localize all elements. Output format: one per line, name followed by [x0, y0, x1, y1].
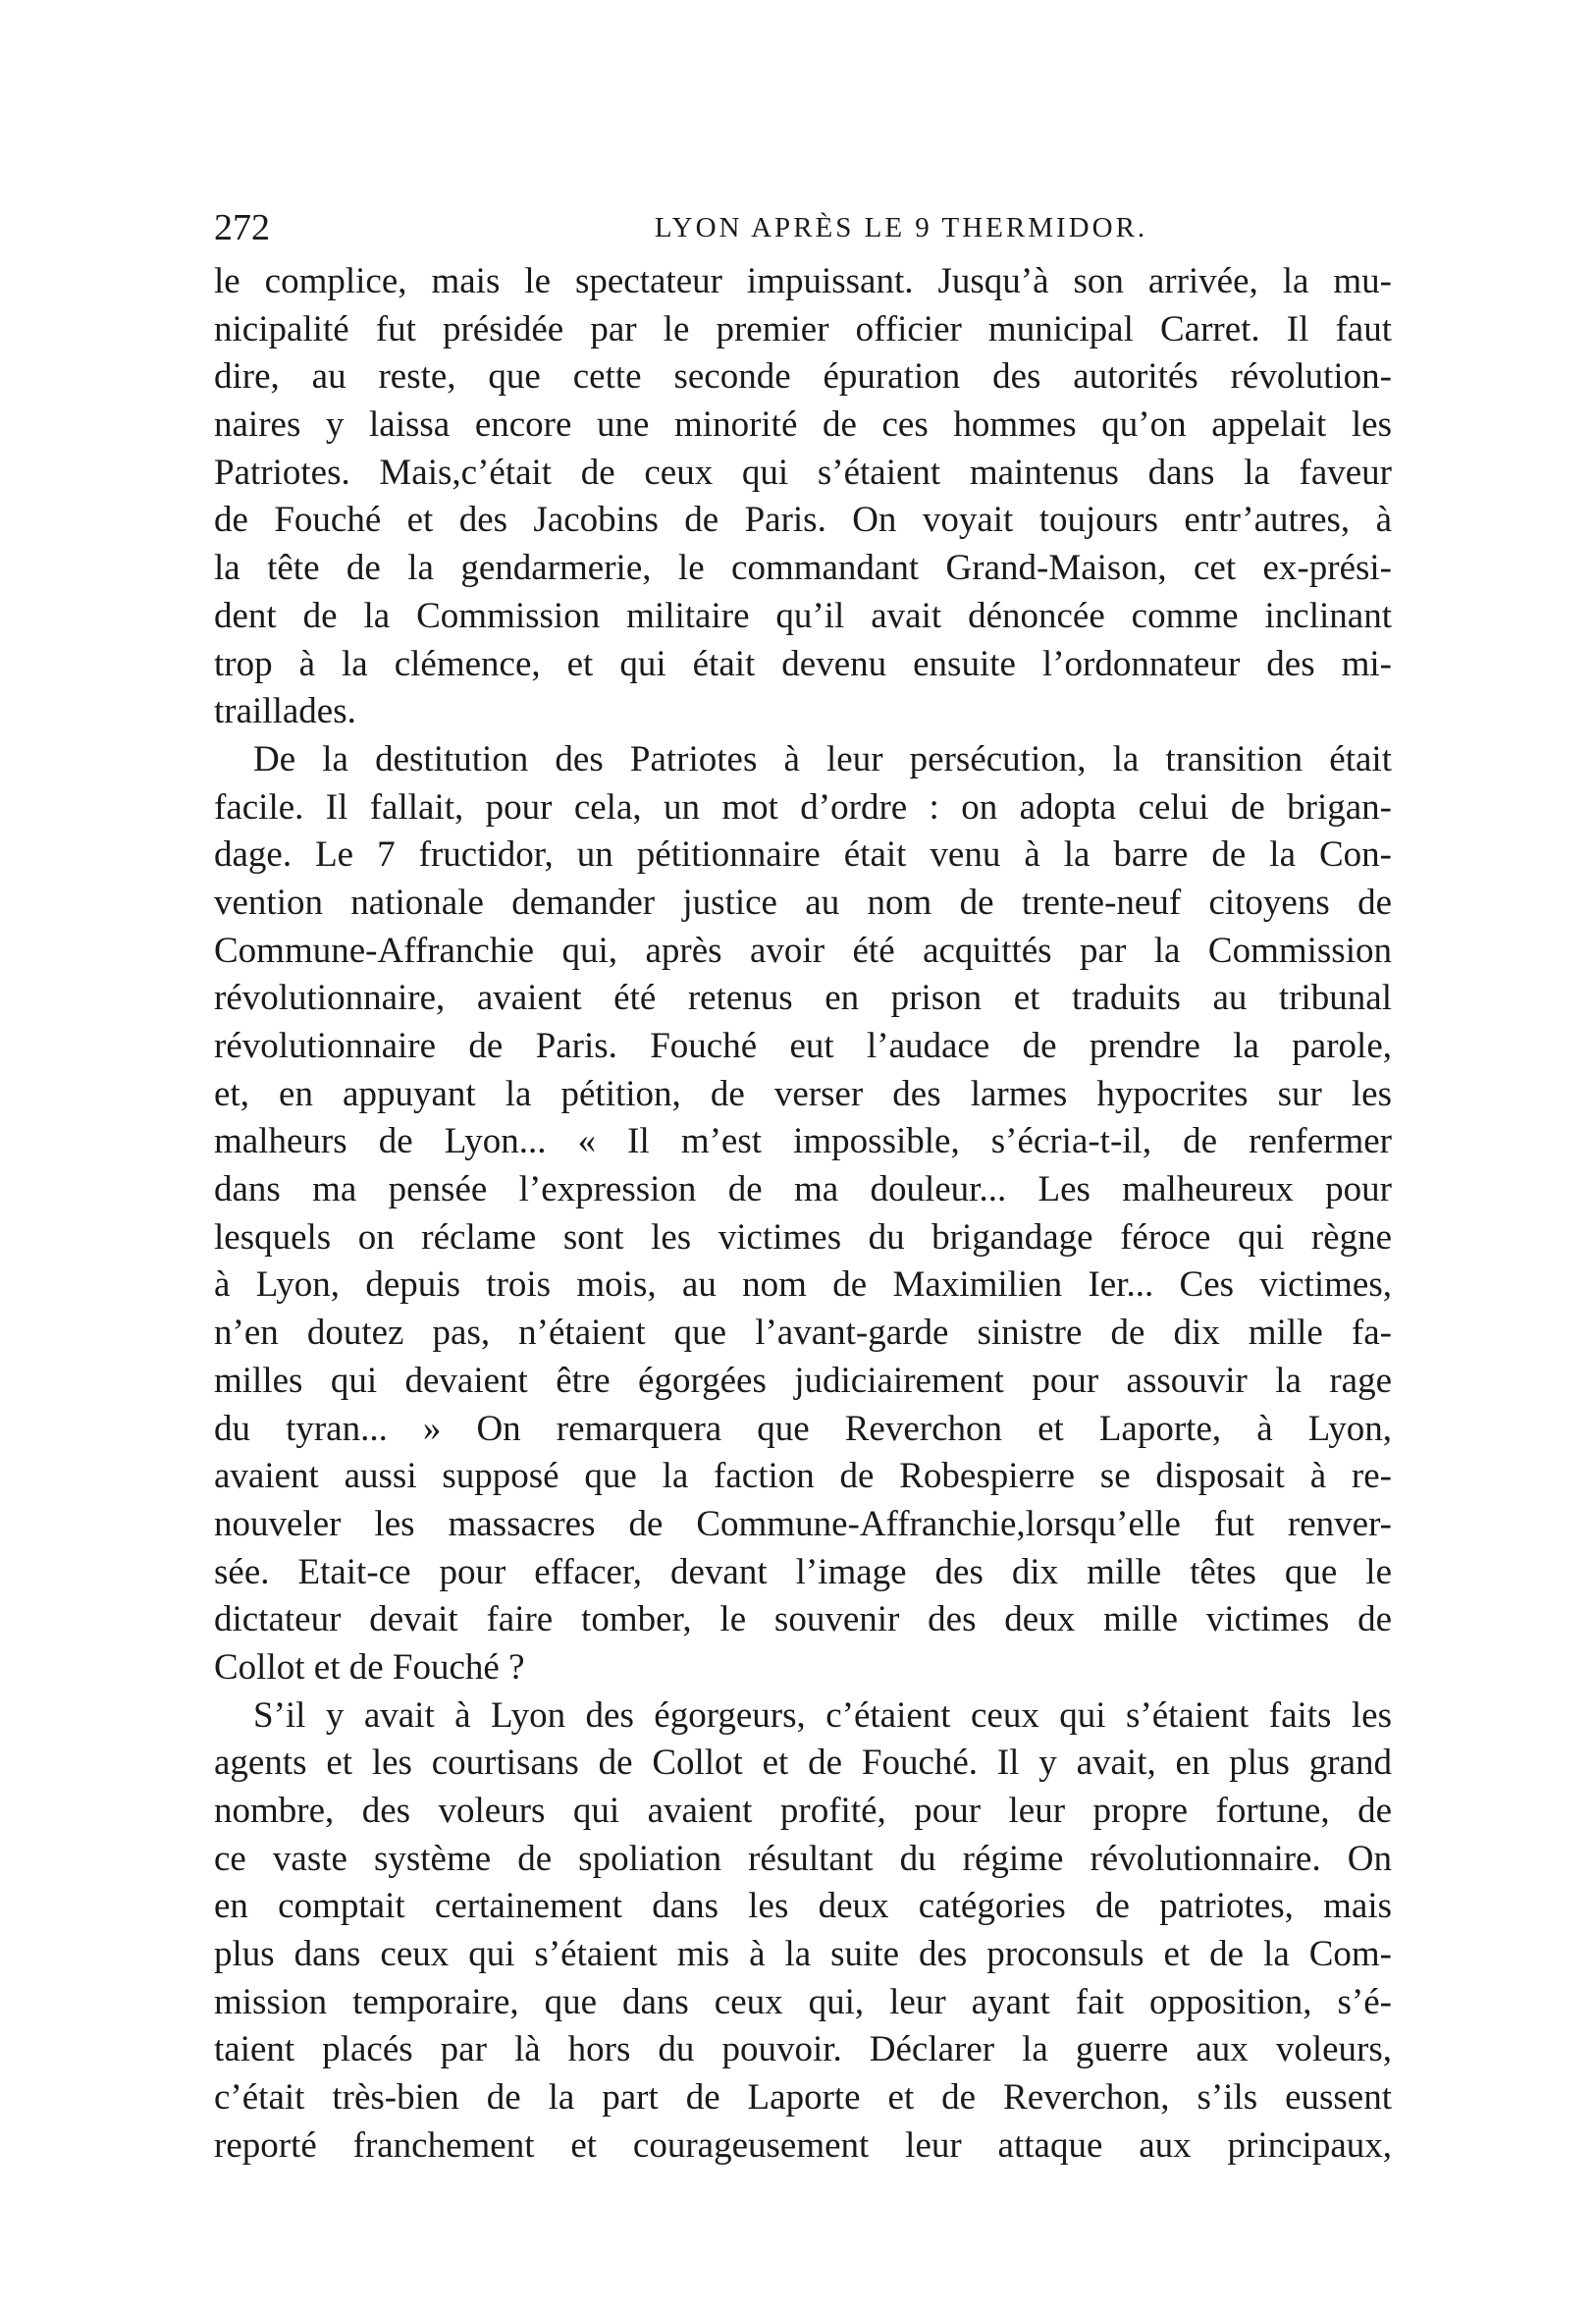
- text-line: nicipalité fut présidée par le premier officier municipal Carret. Il faut: [214, 308, 1392, 349]
- text-line: de Fouché et des Jacobins de Paris. On voyait toujours entr’autres, à: [214, 500, 1392, 541]
- text-line: plus dans ceux qui s’étaient mis à la suite des proconsuls et de la Com-: [214, 1934, 1392, 1975]
- running-title: LYON APRÈS LE 9 THERMIDOR.: [654, 212, 1148, 243]
- text-line: Commune-Affranchie qui, après avoir été acquittés par la Commission: [214, 930, 1392, 971]
- text-line: ce vaste système de spoliation résultant du régime révolutionnaire. On: [214, 1838, 1392, 1879]
- text-line: nombre, des voleurs qui avaient profité, pour leur propre fortune, de: [214, 1791, 1392, 1831]
- text-line: révolutionnaire, avaient été retenus en prison et traduits au tribunal: [214, 978, 1392, 1019]
- text-line: S’il y avait à Lyon des égorgeurs, c’étaient ceux qui s’étaient faits les: [253, 1694, 1392, 1736]
- text-line: De la destitution des Patriotes à leur persécution, la transition était: [253, 738, 1392, 779]
- text-line: Collot et de Fouché ?: [214, 1646, 525, 1688]
- text-line: lesquels on réclame sont les victimes du brigandage féroce qui règne: [214, 1216, 1392, 1258]
- text-line: nouveler les massacres de Commune-Affranchie,lorsqu’elle fut renver-: [214, 1503, 1392, 1544]
- text-line: c’était très-bien de la part de Laporte et de Reverchon, s’ils eussent: [214, 2077, 1392, 2119]
- text-line: facile. Il fallait, pour cela, un mot d’ordre : on adopta celui de brigan-: [214, 786, 1392, 828]
- running-head: [214, 206, 1392, 249]
- text-line: avaient aussi supposé que la faction de Robespierre se disposait à re-: [214, 1456, 1392, 1497]
- text-body: [214, 258, 1392, 2171]
- text-line: le complice, mais le spectateur impuissant. Jusqu’à son arrivée, la mu-: [214, 261, 1392, 301]
- text-line: et, en appuyant la pétition, de verser des larmes hypocrites sur les: [214, 1073, 1392, 1114]
- text-line: n’en doutez pas, n’étaient que l’avant-garde sinistre de dix mille fa-: [214, 1313, 1392, 1354]
- text-line: trop à la clémence, et qui était devenu ensuite l’ordonnateur des mi-: [214, 643, 1392, 684]
- text-line: vention nationale demander justice au nom de trente-neuf citoyens de: [214, 882, 1392, 923]
- text-line: dans ma pensée l’expression de ma douleur... Les malheureux pour: [214, 1169, 1392, 1210]
- text-line: la tête de la gendarmerie, le commandant Grand-Maison, cet ex-prési-: [214, 548, 1392, 589]
- text-line: sée. Etait-ce pour effacer, devant l’image des dix mille têtes que le: [214, 1551, 1392, 1592]
- page-number: 272: [214, 207, 270, 248]
- text-line: dent de la Commission militaire qu’il avait dénoncée comme inclinant: [214, 595, 1392, 636]
- text-line: malheurs de Lyon... « Il m’est impossible, s’écria-t-il, de renfermer: [214, 1121, 1392, 1162]
- text-line: dage. Le 7 fructidor, un pétitionnaire était venu à la barre de la Con-: [214, 834, 1392, 876]
- text-line: du tyran... » On remarquera que Reverchon et Laporte, à Lyon,: [214, 1408, 1392, 1449]
- text-line: dire, au reste, que cette seconde épuration des autorités révolution-: [214, 356, 1392, 398]
- text-line: en comptait certainement dans les deux catégories de patriotes, mais: [214, 1886, 1392, 1927]
- text-line: à Lyon, depuis trois mois, au nom de Maximilien Ier... Ces victimes,: [214, 1264, 1392, 1306]
- text-line: milles qui devaient être égorgées judiciairement pour assouvir la rage: [214, 1360, 1392, 1401]
- text-line: naires y laissa encore une minorité de ces hommes qu’on appelait les: [214, 404, 1392, 446]
- text-line: révolutionnaire de Paris. Fouché eut l’audace de prendre la parole,: [214, 1026, 1392, 1066]
- text-line: dictateur devait faire tomber, le souvenir des deux mille victimes de: [214, 1599, 1392, 1640]
- text-line: agents et les courtisans de Collot et de Fouché. Il y avait, en plus grand: [214, 1743, 1392, 1784]
- text-line: taient placés par là hors du pouvoir. Déclarer la guerre aux voleurs,: [214, 2029, 1392, 2070]
- text-line: reporté franchement et courageusement leur attaque aux principaux,: [214, 2124, 1392, 2166]
- text-line: mission temporaire, que dans ceux qui, leur ayant fait opposition, s’é-: [214, 1981, 1392, 2022]
- text-line: Patriotes. Mais,c’était de ceux qui s’étaient maintenus dans la faveur: [214, 452, 1392, 493]
- text-line: traillades.: [214, 691, 356, 732]
